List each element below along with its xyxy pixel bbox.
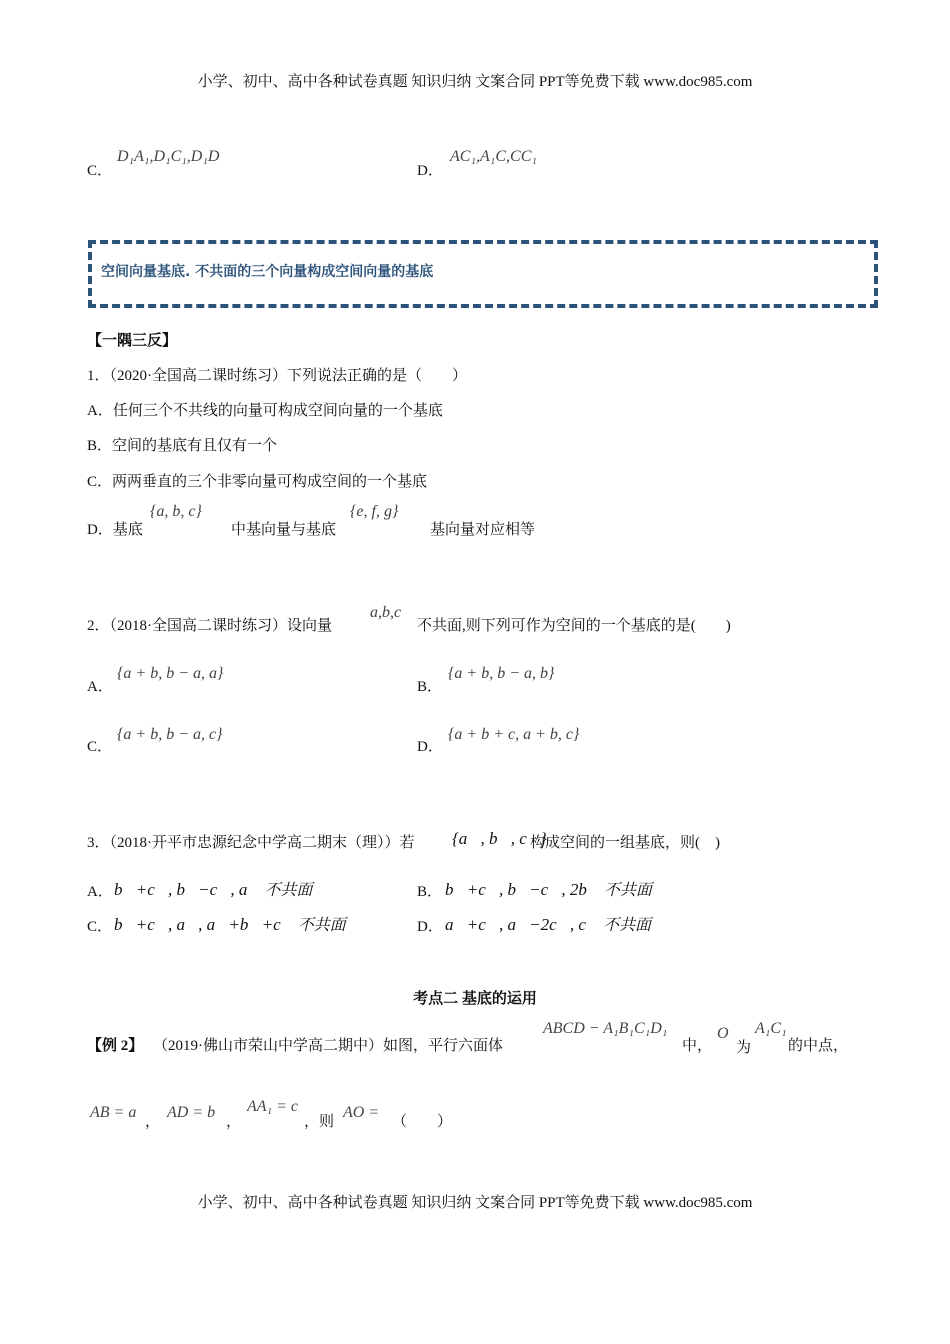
q3-d-label: D． — [417, 919, 443, 935]
q3-b-math: b⃗+c⃗, b⃗−c⃗, 2b⃗ — [445, 880, 601, 899]
q3-d-suffix: 不共面 — [602, 915, 651, 934]
q3-b-label: B． — [417, 884, 443, 900]
q1-option-d-pre: D．基底 — [87, 522, 143, 538]
ex2-math-aa1: AA₁ = c — [247, 1098, 299, 1115]
q2-b-label: B． — [417, 679, 443, 695]
section-label: 【一隅三反】 — [87, 333, 178, 349]
q3-a-math: b⃗+c⃗, b⃗−c⃗, a⃗ — [114, 880, 261, 899]
section2-title: 考点二 基底的运用 — [413, 991, 537, 1007]
ex2-text3: 的中点， — [788, 1038, 849, 1054]
q2-c-math: {a + b, b − a, c} — [117, 726, 223, 743]
q2-d-math: {a + b + c, a + b, c} — [448, 726, 580, 743]
q1-stem: 1．（2020·全国高二课时练习）下列说法正确的是（ ） — [87, 368, 467, 384]
q3-stem-math: {a⃗, b⃗, c⃗} — [452, 829, 547, 848]
q3-option-d — [445, 912, 651, 935]
q3-c-suffix: 不共面 — [297, 915, 346, 934]
q2-d-label: D． — [417, 739, 443, 755]
q1-option-d-math1: {a, b, c} — [150, 503, 202, 520]
ex2-text1: 中， — [682, 1038, 713, 1054]
q3-stem-pre: 3．（2018·开平市忠源纪念中学高二期末（理））若 — [87, 835, 415, 851]
q1-option-d-math2: {e, f, g} — [350, 503, 399, 520]
q1-option-a: A．任何三个不共线的向量可构成空间向量的一个基底 — [87, 403, 443, 419]
ex2-math-solid: ABCD − A₁B₁C₁D₁ — [543, 1020, 668, 1037]
q1-option-c: C．两两垂直的三个非零向量可构成空间的一个基底 — [87, 474, 428, 490]
q2-stem-math: a,b,c — [370, 604, 402, 621]
q3-stem-post: 构成空间的一组基底，则( ) — [530, 835, 720, 851]
page-header: 小学、初中、高中各种试卷真题 知识归纳 文案合同 PPT等免费下载 www.doc985.com — [197, 74, 753, 90]
q3-c-math: b⃗+c⃗, a⃗, a⃗+b⃗+c⃗ — [114, 915, 294, 934]
option-d-label: D． — [417, 163, 443, 179]
q3-d-math: a⃗+c⃗, a⃗−2c⃗, c⃗ — [445, 915, 600, 934]
ex2-math-ab: AB = a — [90, 1104, 137, 1121]
option-c-math: D₁A₁,D₁C₁,D₁D — [117, 148, 220, 165]
ex2-stem-pre: （2019·佛山市荣山中学高二期中）如图，平行六面体 — [153, 1038, 503, 1054]
ex2-label: 【例 2】 — [87, 1038, 144, 1054]
ex2-answer-blank: （ ） — [392, 1114, 453, 1130]
page-footer: 小学、初中、高中各种试卷真题 知识归纳 文案合同 PPT等免费下载 www.doc985.com — [197, 1195, 753, 1211]
option-d-math: AC₁,A₁C,CC₁ — [450, 148, 537, 165]
q2-a-label: A． — [87, 679, 113, 695]
ex2-math-o: O — [717, 1025, 729, 1042]
ex2-math-ao: AO = — [343, 1104, 380, 1121]
q3-a-suffix: 不共面 — [264, 880, 313, 899]
q3-c-label: C． — [87, 919, 113, 935]
q1-option-b: B．空间的基底有且仅有一个 — [87, 438, 278, 454]
q1-option-d-mid: 中基向量与基底 — [231, 522, 337, 538]
q3-a-label: A． — [87, 884, 113, 900]
q2-a-math: {a + b, b − a, a} — [117, 665, 224, 682]
topic-box-text: 空间向量基底. 不共面的三个向量构成空间向量的基底 — [101, 264, 434, 280]
q3-option-a — [114, 877, 312, 900]
ex2-sep1: ， — [145, 1114, 161, 1130]
q2-c-label: C． — [87, 739, 113, 755]
q2-b-math: {a + b, b − a, b} — [448, 665, 555, 682]
ex2-sep3: ，则 — [304, 1114, 335, 1130]
ex2-math-ad: AD = b — [167, 1104, 216, 1121]
ex2-text2: 为 — [736, 1040, 752, 1056]
q3-option-c — [114, 912, 346, 935]
q2-stem-post: 不共面,则下列可作为空间的一个基底的是( ) — [417, 618, 731, 634]
ex2-sep2: ， — [226, 1114, 242, 1130]
ex2-math-a1c1: A₁C₁ — [755, 1020, 787, 1037]
option-c-label: C． — [87, 163, 113, 179]
q3-option-b — [445, 877, 652, 900]
q3-b-suffix: 不共面 — [603, 880, 652, 899]
q2-stem-pre: 2．（2018·全国高二课时练习）设向量 — [87, 618, 332, 634]
q1-option-d-post: 基向量对应相等 — [430, 522, 536, 538]
